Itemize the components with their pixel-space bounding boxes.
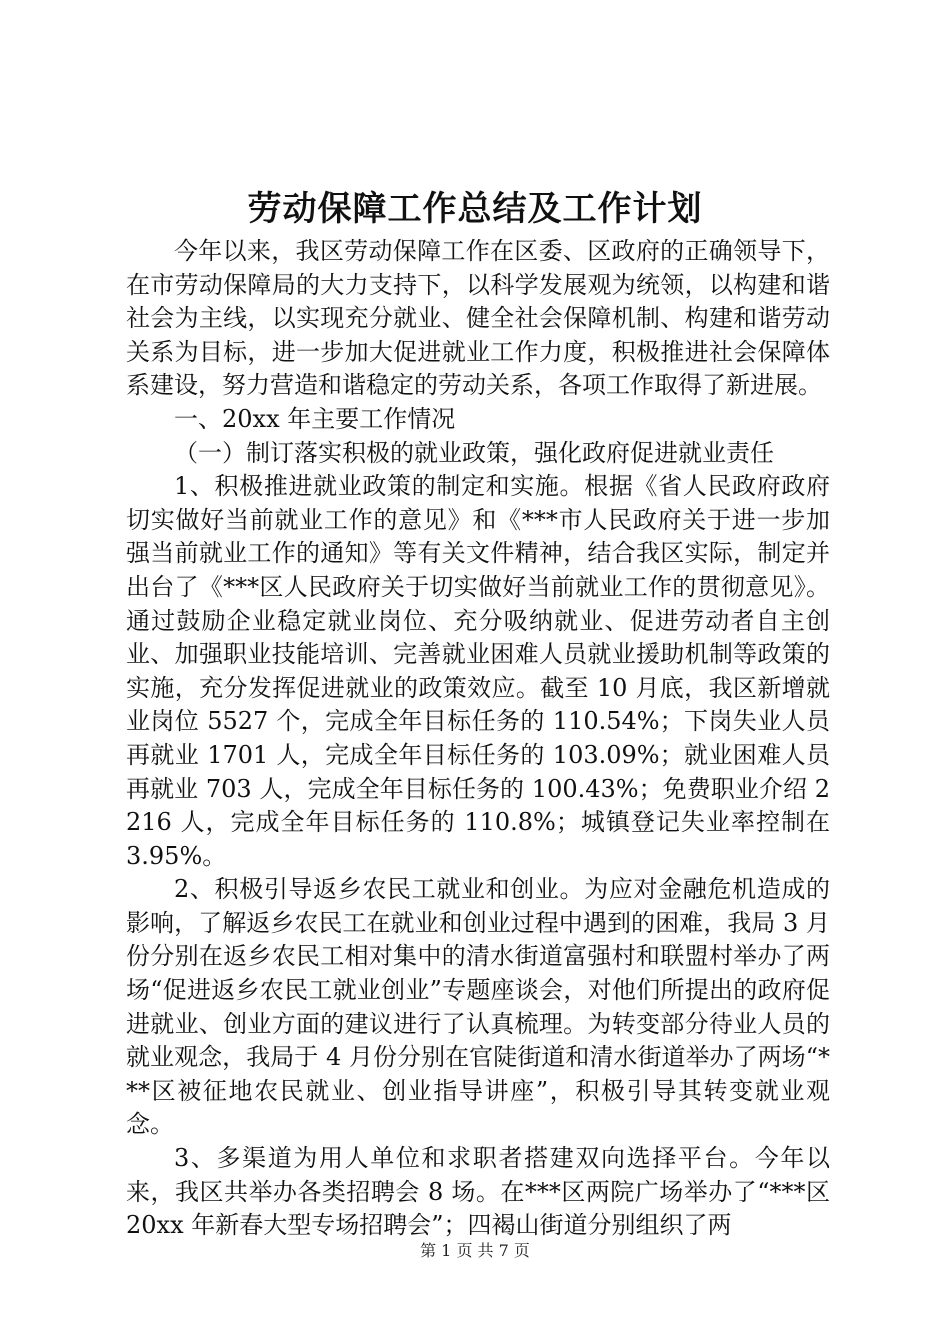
body-paragraph-1: 1、积极推进就业政策的制定和实施。根据《省人民政府政府切实做好当前就业工作的意见》和《***市人民政府关于进一步加强当前就业工作的通知》等有关文件精神，结合我区实际，制定并出台了《***区人民政府关于切实做好当前就业工作的贯彻意见》。通过鼓励企业稳定就业岗位、充分吸纳就业、促进劳动者自主创业、加强职业技能培训、完善就业困难人员就业援助机制等政策的实施，充分发挥促进就业的政策效应。截至 10 月底，我区新增就业岗位 5527 个，完成全年目标任务的 110.54%；下岗失业人员再就业 1701 人，完成全年目标任务的 103.09%；就业困难人员再就业 703 人，完成全年目标任务的 100.43%；免费职业介绍 2216 人，完成全年目标任务的 110.8%；城镇登记失业率控制在 3.95%。 [126,472,830,870]
body-paragraph-3: 3、多渠道为用人单位和求职者搭建双向选择平台。今年以来，我区共举办各类招聘会 8 场。在***区两院广场举办了“***区 20xx 年新春大型专场招聘会”；四褐山街道分别组织了两 [126,1144,830,1240]
page-footer: 第 1 页 共 7 页 [420,1241,530,1260]
document-body [126,235,830,1243]
document-title: 劳动保障工作总结及工作计划 [247,189,703,229]
section-heading: 一、20xx 年主要工作情况 [174,404,456,433]
body-paragraph-2: 2、积极引导返乡农民工就业和创业。为应对金融危机造成的影响，了解返乡农民工在就业和创业过程中遇到的困难，我局 3 月份分别在返乡农民工相对集中的清水街道富强村和联盟村举办了两场“促进返乡农民工就业创业”专题座谈会，对他们所提出的政府促进就业、创业方面的建议进行了认真梳理。为转变部分待业人员的就业观念，我局于 4 月份分别在官陡街道和清水街道举办了两场“***区被征地农民就业、创业指导讲座”，积极引导其转变就业观念。 [126,875,830,1139]
intro-paragraph: 今年以来，我区劳动保障工作在区委、区政府的正确领导下，在市劳动保障局的大力支持下，以科学发展观为统领，以构建和谐社会为主线，以实现充分就业、健全社会保障机制、构建和谐劳动关系为目标，进一步加大促进就业工作力度，积极推进社会保障体系建设，努力营造和谐稳定的劳动关系，各项工作取得了新进展。 [126,237,830,400]
subsection-heading: （一）制订落实积极的就业政策，强化政府促进就业责任 [174,438,774,467]
